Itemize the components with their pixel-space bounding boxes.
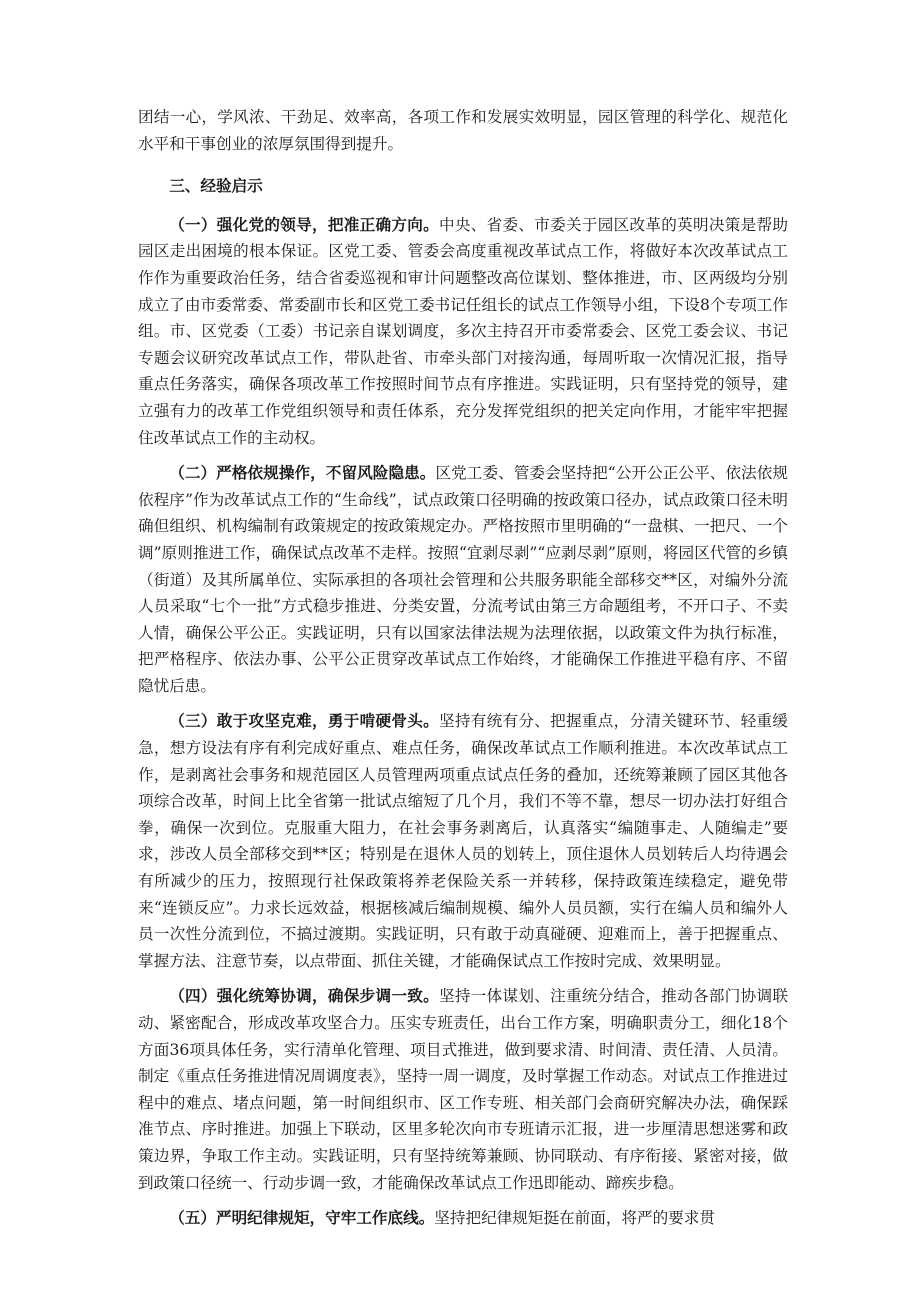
paragraph-5 (138, 1205, 788, 1232)
paragraph-body: 坚持一体谋划、注重统分结合，推动各部门协调联动、紧密配合，形成改革攻坚合力。压实专班责任，出台工作方案，明确职责分工，细化18个方面36项具体任务，实行清单化管理、项目式推进，做到要求清、时间清、责任清、人员清。制定《重点任务推进情况周调度表》，坚持一周一调度，及时掌握工作动态。对试点工作推进过程中的难点、堵点问题，第一时间组织市、区工作专班、相关部门会商研究解决办法，确保踩准节点、序时推进。加强上下联动，区里多轮次向市专班请示汇报，进一步厘清思想迷雾和政策边界，争取工作主动。实践证明，只有坚持统筹兼顾、协同联动、有序衔接、紧密对接，做到政策口径统一、行动步调一致，才能确保改革试点工作迅即能动、蹄疾步稳。 (138, 987, 788, 1192)
paragraph-body: 坚持把纪律规矩挺在前面，将严的要求贯 (434, 1209, 715, 1228)
paragraph-2 (138, 460, 788, 699)
paragraph-title: （三）敢于攻坚克难，勇于啃硬骨头。 (169, 711, 440, 731)
section-heading: 三、经验启示 (169, 176, 263, 196)
intro-paragraph: 团结一心，学风浓、干劲足、效率高，各项工作和发展实效明显，园区管理的科学化、规范化水平和干事创业的浓厚氛围得到提升。 (138, 108, 788, 153)
paragraph-title: （一）强化党的领导，把准正确方向。 (169, 214, 440, 234)
document-page (138, 104, 788, 1232)
paragraph-1 (138, 212, 788, 451)
paragraph-title: （五）严明纪律规矩，守牢工作底线。 (169, 1208, 435, 1228)
paragraph-title: （四）强化统筹协调，确保步调一致。 (169, 986, 440, 1006)
paragraph-body: 区党工委、管委会坚持把“公开公正公平、依法依规依程序”作为改革试点工作的“生命线”，试点政策口径明确的按政策口径办，试点政策口径未明确但组织、机构编制有政策规定的按政策规定办。严格按照市里明确的“一盘棋、一把尺、一个调”原则推进工作，确保试点改革不走样。按照“宜剥尽剥”“应剥尽剥”原则，将园区代管的乡镇（街道）及其所属单位、实际承担的各项社会管理和公共服务职能全部移交**区，对编外分流人员采取“七个一批”方式稳步推进、分类安置，分流考试由第三方命题组考，不开口子、不卖人情，确保公平公正。实践证明，只有以国家法律法规为法理依据，以政策文件为执行标准，把严格程序、依法办事、公平公正贯穿改革试点工作始终，才能确保工作推进平稳有序、不留隐忧后患。 (138, 464, 788, 695)
paragraph-3 (138, 708, 788, 974)
paragraph-title: （二）严格依规操作，不留风险隐患。 (169, 463, 436, 483)
paragraph-body: 中央、省委、市委关于园区改革的英明决策是帮助园区走出困境的根本保证。区党工委、管委会高度重视改革试点工作，将做好本次改革试点工作作为重要政治任务，结合省委巡视和审计问题整改高位谋划、整体推进，市、区两级均分别成立了由市委常委、常委副市长和区党工委书记任组长的试点工作领导小组，下设8个专项工作组。市、区党委（工委）书记亲自谋划调度，多次主持召开市委常委会、区党工委会议、书记专题会议研究改革试点工作，带队赴省、市牵头部门对接沟通，每周听取一次情况汇报，指导重点任务落实，确保各项改革工作按照时间节点有序推进。实践证明，只有坚持党的领导，建立强有力的改革工作党组织领导和责任体系，充分发挥党组织的把关定向作用，才能牢牢把握住改革试点工作的主动权。 (138, 215, 788, 447)
paragraph-body: 坚持有统有分、把握重点，分清关键环节、轻重缓急，想方设法有序有利完成好重点、难点任务，确保改革试点工作顺利推进。本次改革试点工作，是剥离社会事务和规范园区人员管理两项重点试点任务的叠加，还统筹兼顾了园区其他各项综合改革，时间上比全省第一批试点缩短了几个月，我们不等不靠，想尽一切办法打好组合拳，确保一次到位。克服重大阻力，在社会事务剥离后，认真落实“编随事走、人随编走”要求，涉改人员全部移交到**区；特别是在退休人员的划转上，顶住退休人员划转后人均待遇会有所减少的压力，按照现行社保政策将养老保险关系一并转移，保持政策连续稳定，避免带来“连锁反应”。力求长远效益，根据核减后编制规模、编外人员员额，实行在编人员和编外人员一次性分流到位，不搞过渡期。实践证明，只有敢于动真碰硬、迎难而上，善于把握重点、掌握方法、注意节奏，以点带面、抓住关键，才能确保试点工作按时完成、效果明显。 (138, 712, 788, 970)
paragraph-4 (138, 983, 788, 1196)
